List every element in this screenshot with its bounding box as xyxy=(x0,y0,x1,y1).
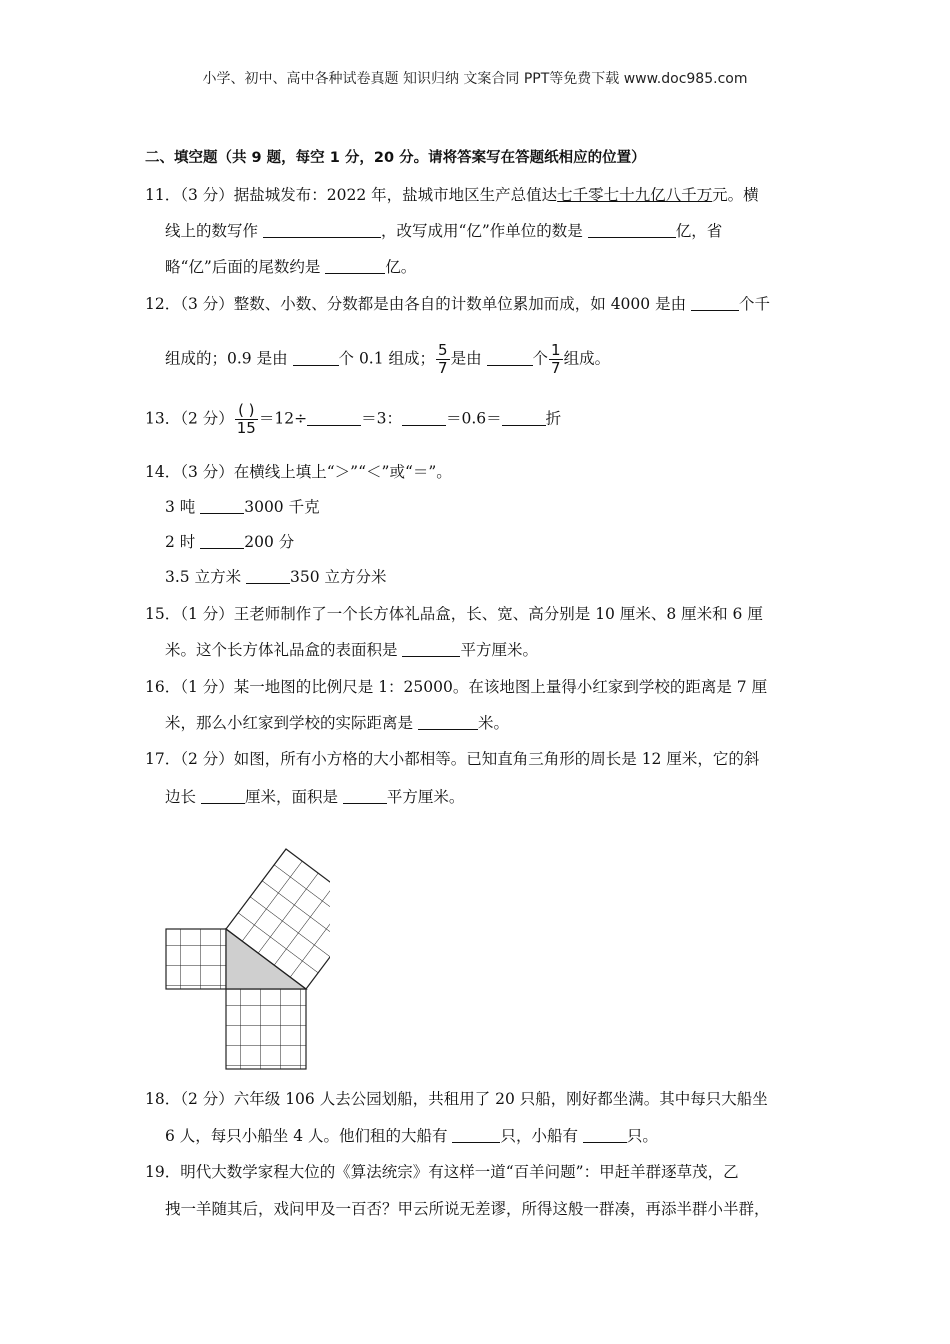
q19-line2: 拽一羊随其后，戏问甲及一百否？甲云所说无差谬，所得这般一群凑，再添半群小半群， xyxy=(165,1200,770,1218)
answer-blank[interactable] xyxy=(263,223,381,238)
pythagorean-squares-figure xyxy=(160,845,330,1075)
q11-text: 略“亿”后面的尾数约是 xyxy=(165,258,326,276)
q16-line1: 16．（1 分）某一地图的比例尺是 1：25000。在该地图上量得小红家到学校的距离是 7 厘 xyxy=(145,678,768,696)
answer-blank[interactable] xyxy=(200,499,244,514)
q19-line1: 19．明代大数学家程大位的《算法统宗》有这样一道“百羊问题”：甲赶羊群逐草茂，乙 xyxy=(145,1163,739,1181)
q13-text: ＝0.6＝ xyxy=(445,409,502,428)
q14-item-a: 3 吨 3000 千克 xyxy=(165,498,320,516)
q11-text: 线上的数写作 xyxy=(165,222,263,240)
q16-line2: 米，那么小红家到学校的实际距离是 米。 xyxy=(165,714,509,732)
answer-blank[interactable] xyxy=(583,1128,627,1143)
section-title: 二、填空题（共 9 题，每空 1 分，20 分。请将答案写在答题纸相应的位置） xyxy=(145,150,646,166)
answer-blank[interactable] xyxy=(502,411,546,426)
q11-underlined-number: 七千零七十九亿八千万 xyxy=(557,186,713,204)
answer-blank[interactable] xyxy=(487,351,533,366)
answer-blank[interactable] xyxy=(452,1128,500,1143)
answer-blank[interactable] xyxy=(307,411,361,426)
q12-text: 组成。 xyxy=(563,349,611,368)
q15-line1: 15．（1 分）王老师制作了一个长方体礼品盒，长、宽、高分别是 10 厘米、8 厘米和 6 厘 xyxy=(145,605,763,623)
q12-line2 xyxy=(165,342,610,377)
q12-text: 12．（3 分）整数、小数、分数都是由各自的计数单位累加而成，如 4000 是由 xyxy=(145,295,691,313)
q12-text: 个千 xyxy=(739,295,771,313)
answer-blank[interactable] xyxy=(343,789,387,804)
fraction: $\frac{( )}{15}$ xyxy=(236,401,256,437)
q18-line1: 18．（2 分）六年级 106 人去公园划船，共租用了 20 只船，刚好都坐满。其中每只大船坐 xyxy=(145,1090,768,1108)
answer-blank[interactable] xyxy=(293,351,339,366)
answer-blank[interactable] xyxy=(588,223,676,238)
q11-text: 元。横 xyxy=(712,186,759,204)
left-square-grid xyxy=(166,929,226,989)
answer-blank[interactable] xyxy=(691,296,739,311)
answer-blank[interactable] xyxy=(325,259,385,274)
q15-line2: 米。这个长方体礼品盒的表面积是 平方厘米。 xyxy=(165,641,538,659)
q11-text: ，改写成用“亿”作单位的数是 xyxy=(380,222,588,240)
fraction: $\frac{5}{7}$ xyxy=(438,341,448,377)
q12-text: 个 0.1 组成； xyxy=(338,349,436,368)
q11-line3 xyxy=(165,255,416,277)
q12-line1 xyxy=(145,292,770,314)
answer-blank[interactable] xyxy=(246,569,290,584)
answer-blank[interactable] xyxy=(418,715,478,730)
page-header: 小学、初中、高中各种试卷真题 知识归纳 文案合同 PPT等免费下载 www.doc985.com xyxy=(202,71,748,87)
q11-text: 亿，省 xyxy=(675,222,723,240)
q13-text: 13．（2 分） xyxy=(145,409,234,428)
q12-text: 是由 xyxy=(450,349,487,368)
q11-text: 11．（3 分）据盐城发布：2022 年，盐城市地区生产总值达 xyxy=(145,186,558,204)
answer-blank[interactable] xyxy=(402,411,446,426)
bottom-square-grid xyxy=(226,989,306,1069)
q13-text: ＝12÷ xyxy=(258,409,308,428)
q17-line1: 17．（2 分）如图，所有小方格的大小都相等。已知直角三角形的周长是 12 厘米，它的斜 xyxy=(145,750,760,768)
q12-text: 组成的；0.9 是由 xyxy=(165,349,293,368)
fraction: $\frac{1}{7}$ xyxy=(551,341,561,377)
q18-line2: 6 人，每只小船坐 4 人。他们租的大船有 只，小船有 只。 xyxy=(165,1127,658,1145)
answer-blank[interactable] xyxy=(200,534,244,549)
q13-line1 xyxy=(145,402,561,437)
answer-blank[interactable] xyxy=(201,789,245,804)
answer-blank[interactable] xyxy=(402,642,460,657)
q11-line1 xyxy=(145,183,759,205)
q11-line2 xyxy=(165,219,722,241)
q17-line2: 边长 厘米，面积是 平方厘米。 xyxy=(165,788,465,806)
q13-text: 折 xyxy=(545,409,562,428)
q14-line1: 14．（3 分）在横线上填上“＞”“＜”或“＝”。 xyxy=(145,463,452,481)
q13-text: ＝3： xyxy=(361,409,402,428)
q11-text: 亿。 xyxy=(385,258,417,276)
q12-text: 个 xyxy=(532,349,549,368)
q14-item-b: 2 时 200 分 xyxy=(165,533,295,551)
q14-item-c: 3.5 立方米 350 立方分米 xyxy=(165,568,387,586)
